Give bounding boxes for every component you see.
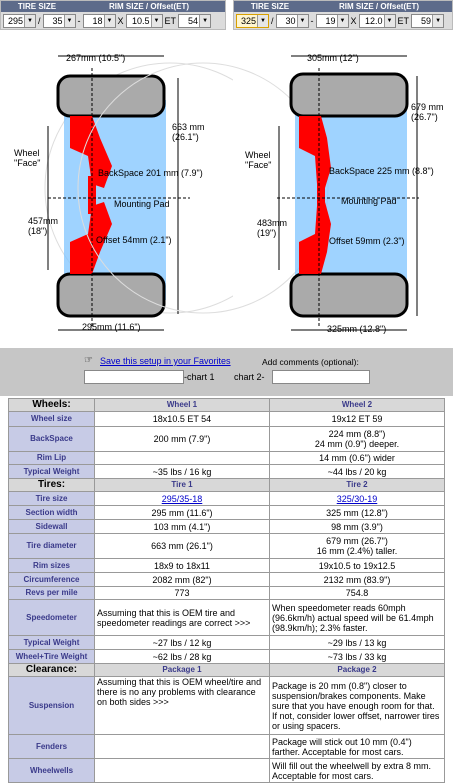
- favorites-bar: [0, 348, 453, 396]
- package2-heading: Package 2: [270, 664, 445, 677]
- aspect-ratio-select[interactable]: 30 ▼: [276, 14, 309, 28]
- table-row: Sidewall 103 mm (4.1") 98 mm (3.9"): [9, 520, 445, 534]
- chevron-down-icon: ▼: [297, 15, 308, 27]
- tire-width-select[interactable]: 325 ▼: [236, 14, 269, 28]
- tire1-heading: Tire 1: [95, 479, 270, 492]
- table-row: [9, 399, 445, 412]
- section-width-label: 325mm (12.8"): [327, 324, 387, 334]
- table-row: Rim sizes 18x9 to 18x11 19x10.5 to 19x12.5: [9, 559, 445, 573]
- rim-width-select[interactable]: 10.5 ▼: [126, 14, 163, 28]
- table-row: Revs per mile 773 754.8: [9, 587, 445, 600]
- chevron-down-icon: ▼: [337, 15, 348, 27]
- table-row: Typical Weight ~35 lbs / 16 kg ~44 lbs / 20 kg: [9, 465, 445, 479]
- tire-size-header: TIRE SIZE: [250, 2, 290, 11]
- table-row: Circumference 2082 mm (82") 2132 mm (83.9"): [9, 573, 445, 587]
- wheel1-heading: Wheel 1: [95, 399, 270, 412]
- table-row: [9, 479, 445, 492]
- save-favorites-link[interactable]: Save this setup in your Favorites: [100, 356, 231, 366]
- rim-diameter-label: 457mm (18"): [28, 216, 59, 236]
- wheel-face-label: Wheel "Face": [14, 148, 41, 168]
- offset-select[interactable]: 59 ▼: [411, 14, 444, 28]
- offset-label: Offset 54mm (2.1"): [96, 235, 172, 245]
- tread-width-label: 305mm (12"): [307, 53, 359, 63]
- offset-select[interactable]: 54 ▼: [178, 14, 211, 28]
- aspect-ratio-select[interactable]: 35 ▼: [43, 14, 76, 28]
- wheel-diagram-left: [0, 38, 226, 342]
- tire2-size-link[interactable]: 325/30-19: [336, 493, 378, 504]
- table-row: Rim Lip 14 mm (0.6") wider: [9, 452, 445, 465]
- comparison-table: [8, 398, 445, 783]
- table-row: Typical Weight ~27 lbs / 12 kg ~29 lbs / 13 kg: [9, 636, 445, 650]
- chart1-label: -chart 1: [184, 372, 215, 382]
- table-row: Fenders Package will stick out 10 mm (0.4") farther. Acceptable for most cars.: [9, 735, 445, 759]
- wheel-cross-section-left: [0, 38, 226, 342]
- rim-diameter-select[interactable]: 18 ▼: [83, 14, 116, 28]
- rim-size-header: RIM SIZE / Offset(ET): [339, 2, 419, 11]
- table-row: Suspension Assuming that this is OEM wheel/tire and there is no any problems with clearance on both sides >>> Package is 20 mm (0.8") closer to suspension/brakes components. Make sure that you have enough room for that. If not, consider lower offset, narrower tires or using spacers.: [9, 677, 445, 735]
- table-row: Section width 295 mm (11.6") 325 mm (12.8"): [9, 506, 445, 520]
- table-row: [9, 664, 445, 677]
- pointing-hand-icon: ☞: [84, 355, 93, 366]
- rim-diameter-select[interactable]: 19 ▼: [316, 14, 349, 28]
- selector-left-header: [1, 1, 225, 12]
- selector-right: TIRE SIZE RIM SIZE / Offset(ET) 325 ▼ / 30 ▼ - 19 ▼ X 12.0 ▼ ET 59 ▼: [233, 0, 453, 30]
- clearance-section-heading: Clearance:: [9, 664, 95, 677]
- wheel-cross-section-right: [233, 38, 453, 342]
- wheel2-heading: Wheel 2: [270, 399, 445, 412]
- mounting-pad-label: Mounting Pad: [341, 196, 397, 206]
- chart1-comment-input[interactable]: [84, 370, 184, 384]
- backspace-label: BackSpace 201 mm (7.9"): [98, 168, 203, 178]
- table-row: Tire diameter 663 mm (26.1") 679 mm (26.7") 16 mm (2.4%) taller.: [9, 534, 445, 559]
- table-row: BackSpace 200 mm (7.9") 224 mm (8.8") 24 mm (0.9") deeper.: [9, 427, 445, 452]
- chevron-down-icon: ▼: [64, 15, 75, 27]
- chevron-down-icon: ▼: [384, 15, 395, 27]
- wheel-diagram-right: [233, 38, 453, 342]
- tire-width-select[interactable]: 295 ▼: [3, 14, 36, 28]
- backspace-label: BackSpace 225 mm (8.8"): [329, 166, 434, 176]
- wheel-face-label: Wheel "Face": [245, 150, 272, 170]
- wheels-section-heading: Wheels:: [9, 399, 95, 412]
- chevron-down-icon: ▼: [104, 15, 115, 27]
- selector-left: TIRE SIZE RIM SIZE / Offset(ET) 295 ▼ / 35 ▼ - 18 ▼ X 10.5 ▼ ET 54 ▼: [0, 0, 226, 30]
- table-row: Wheel size 18x10.5 ET 54 19x12 ET 59: [9, 412, 445, 427]
- tread-width-label: 267mm (10.5"): [66, 53, 126, 63]
- section-width-label: 295mm (11.6"): [82, 322, 141, 332]
- package1-heading: Package 1: [95, 664, 270, 677]
- tire2-heading: Tire 2: [270, 479, 445, 492]
- overall-diameter-label: 663 mm (26.1"): [172, 122, 205, 142]
- table-row: Wheelwells Will fill out the wheelwell by extra 8 mm. Acceptable for most cars.: [9, 759, 445, 783]
- tires-section-heading: Tires:: [9, 479, 95, 492]
- table-row: Speedometer Assuming that this is OEM tire and speedometer readings are correct >>> When speedometer reads 60mph (96.6km/h) actual speed will be 61.4mph (98.9km/h); 2.3% faster.: [9, 600, 445, 636]
- rim-size-header: RIM SIZE / Offset(ET): [109, 2, 189, 11]
- selector-right-header: [234, 1, 452, 12]
- mounting-pad-label: Mounting Pad: [114, 199, 170, 209]
- table-row: Wheel+Tire Weight ~62 lbs / 28 kg ~73 lbs / 33 kg: [9, 650, 445, 664]
- comments-label: Add comments (optional):: [262, 357, 359, 367]
- tire1-size-link[interactable]: 295/35-18: [161, 493, 203, 504]
- rim-diameter-label: 483mm (19"): [257, 218, 288, 238]
- chart2-label: chart 2-: [234, 372, 265, 382]
- overall-diameter-label: 679 mm (26.7"): [411, 102, 444, 122]
- chevron-down-icon: ▼: [257, 15, 268, 27]
- chevron-down-icon: ▼: [199, 15, 210, 27]
- chart2-comment-input[interactable]: [272, 370, 370, 384]
- tire-size-header: TIRE SIZE: [17, 2, 57, 11]
- table-row: Tire size 295/35-18 325/30-19: [9, 492, 445, 506]
- chevron-down-icon: ▼: [151, 15, 162, 27]
- chevron-down-icon: ▼: [24, 15, 35, 27]
- rim-width-select[interactable]: 12.0 ▼: [359, 14, 396, 28]
- chevron-down-icon: ▼: [432, 15, 443, 27]
- offset-label: Offset 59mm (2.3"): [329, 236, 405, 246]
